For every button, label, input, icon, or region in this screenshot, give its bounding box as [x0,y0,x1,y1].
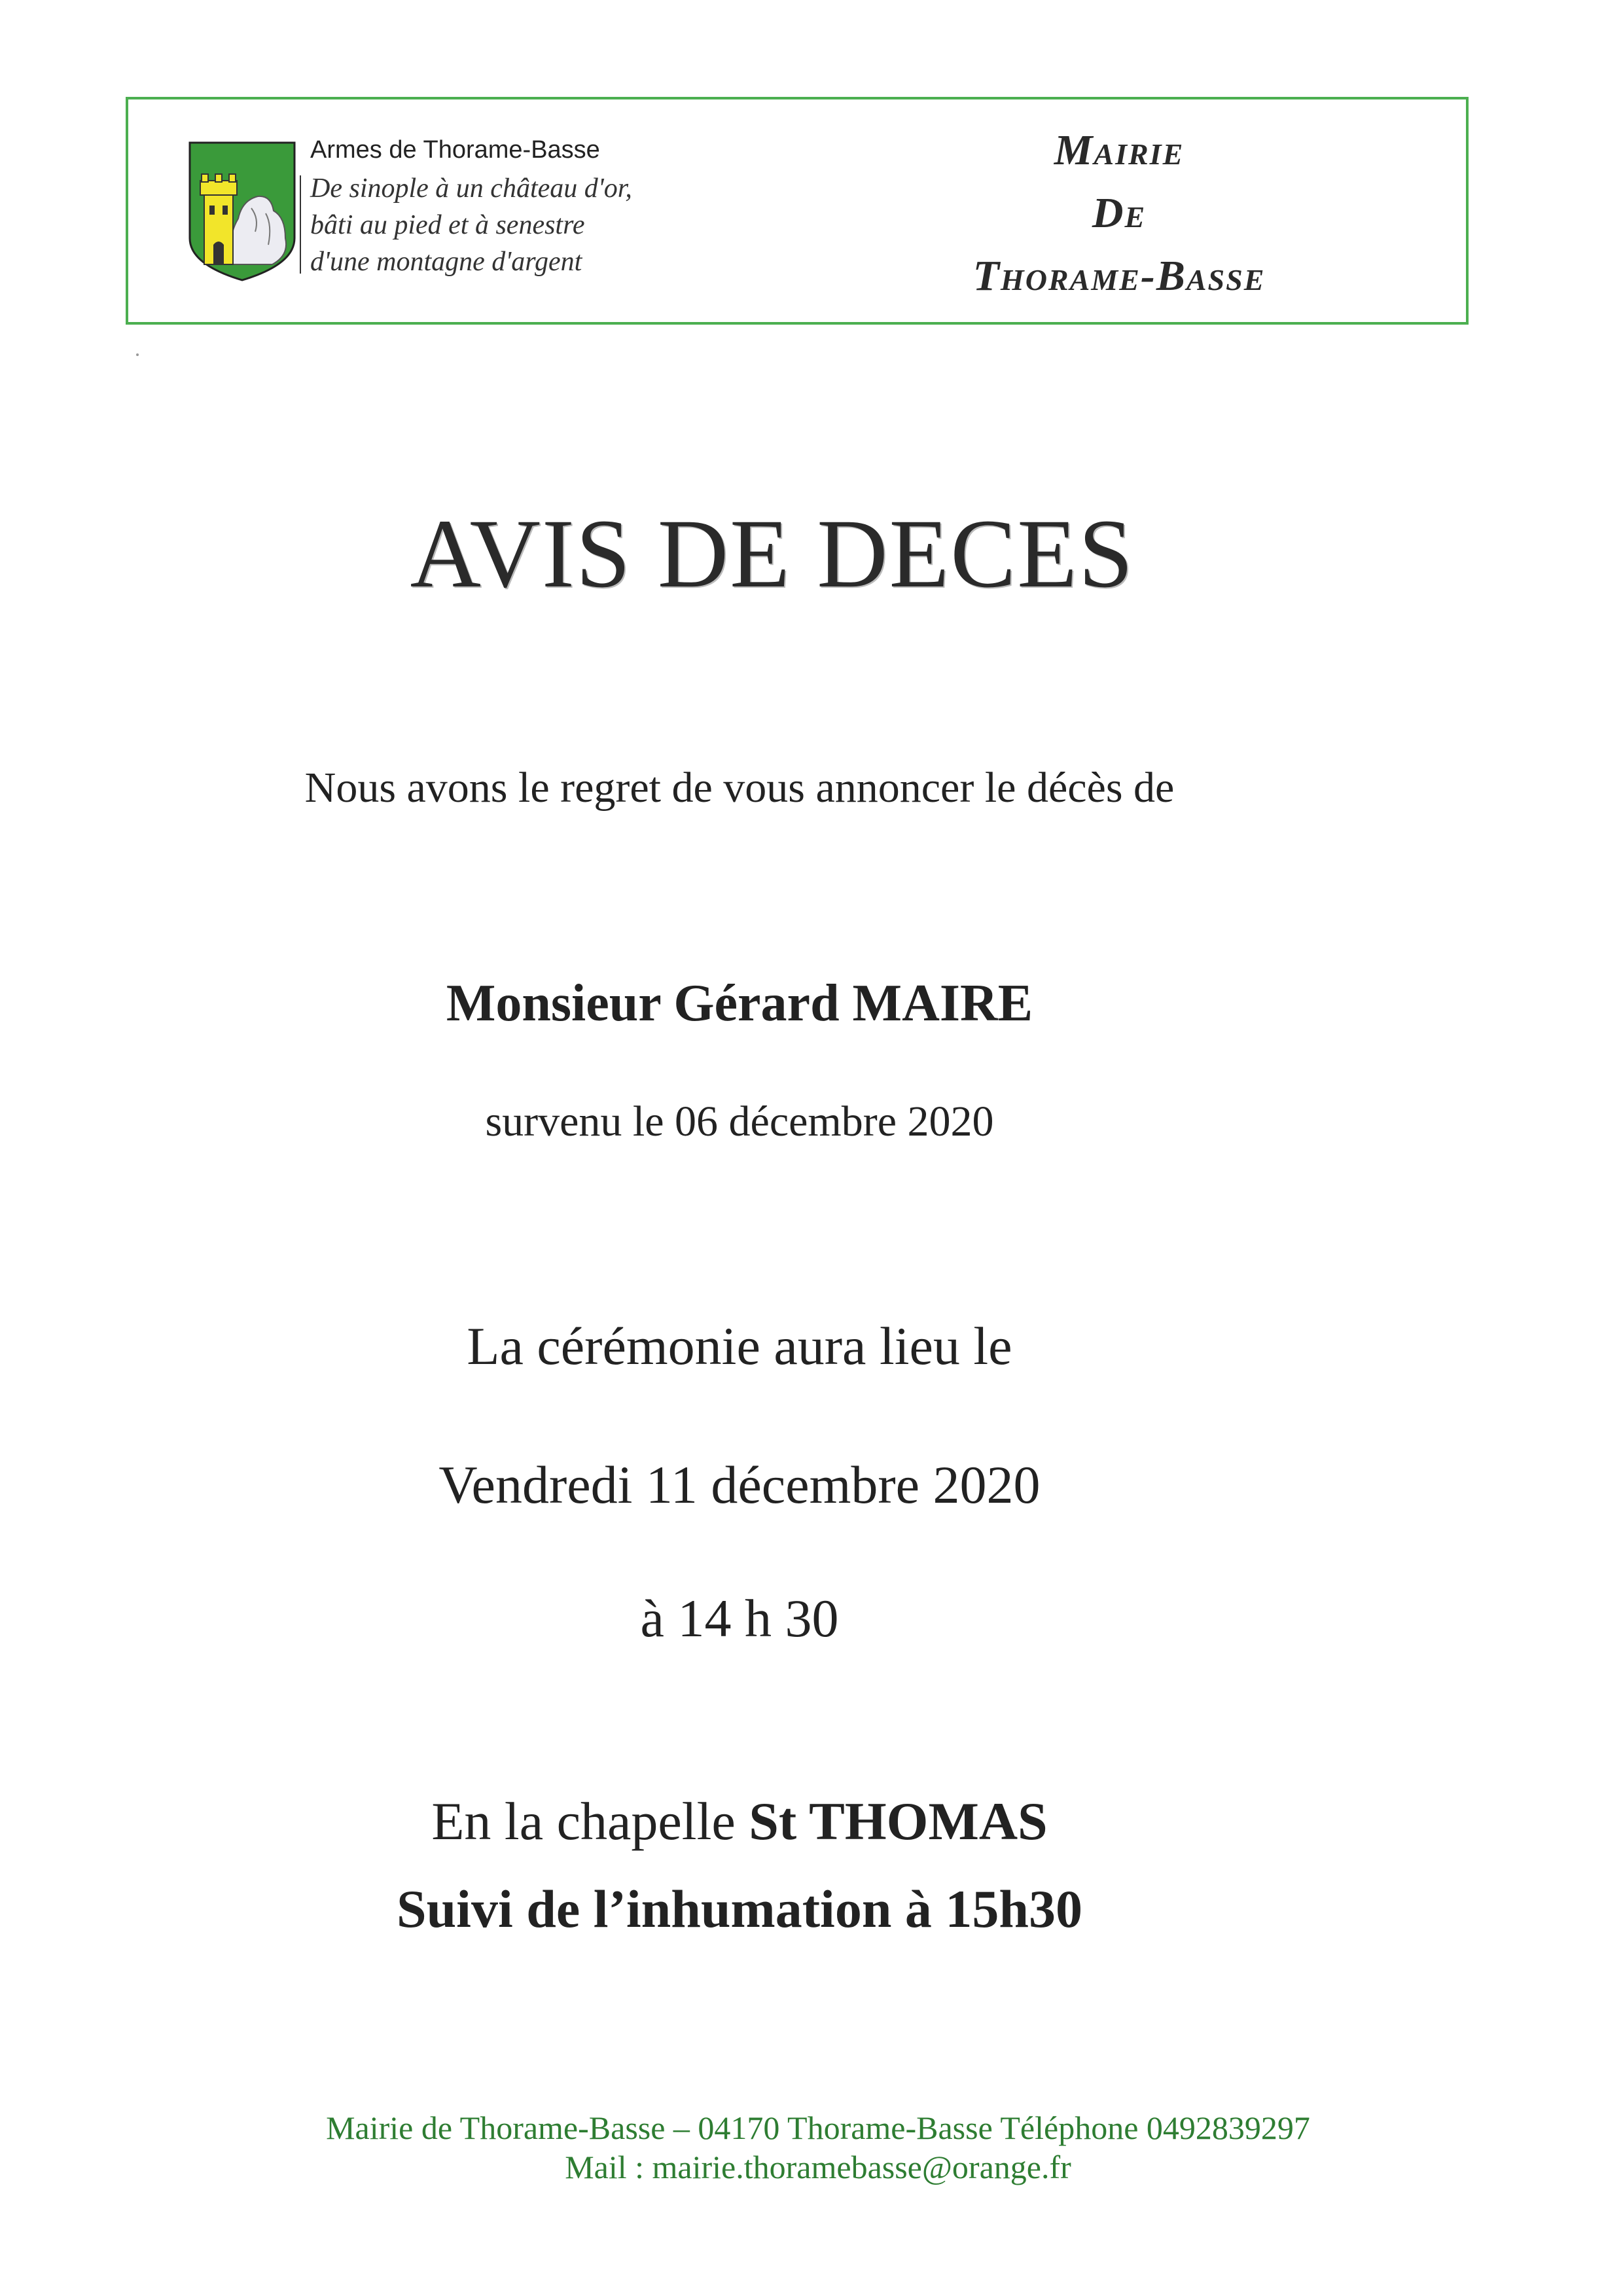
chapel-prefix: En la chapelle [431,1791,749,1851]
blazon-line: d'une montagne d'argent [310,247,582,277]
scan-speck [136,353,139,356]
mairie-title [916,119,1322,308]
ceremony-intro: La cérémonie aura lieu le [467,1316,1012,1376]
arms-title: Armes de Thorame-Basse [310,136,600,164]
blazon-line: bâti au pied et à senestre [310,210,585,240]
burial-line: Suivi de l’inhumation à 15h30 [396,1879,1083,1939]
blazon-line: De sinople à un château d'or, [310,173,632,204]
chapel-line [0,1791,1551,1852]
deceased-name: Monsieur Gérard MAIRE [446,975,1033,1032]
blazon-bracket [300,175,308,274]
chapel-name: St THOMAS [749,1791,1048,1851]
arms-blazon [310,170,632,280]
footer-address: Mairie de Thorame-Basse – 04170 Thorame-Basse Téléphone 0492839297 [326,2109,1310,2146]
mairie-title-line: Mairie [1054,126,1185,174]
ceremony-date: Vendredi 11 décembre 2020 [438,1455,1041,1515]
mairie-title-line: De [1092,189,1147,237]
ceremony-time: à 14 h 30 [640,1588,839,1648]
header-box [126,97,1469,325]
coat-of-arms-icon [187,140,297,283]
mairie-title-line: Thorame-Basse [972,252,1266,300]
notice-intro: Nous avons le regret de vous annoncer le décès de [304,764,1175,812]
footer-mail: Mail : mairie.thoramebasse@orange.fr [565,2149,1071,2185]
death-date: survenu le 06 décembre 2020 [485,1098,994,1145]
notice-title: AVIS DE DECES [410,499,1135,608]
